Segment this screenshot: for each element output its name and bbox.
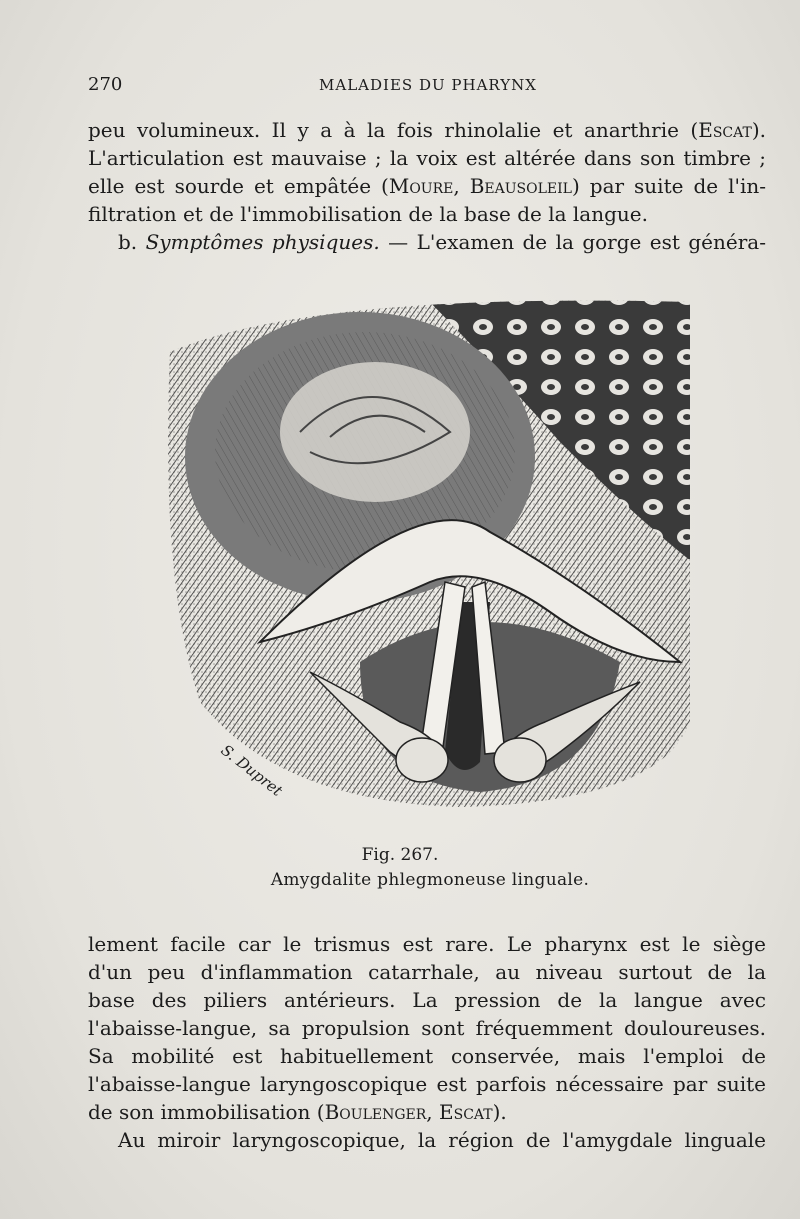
text-line: filtration et de l'immobilisation de la base de la langue.: [88, 202, 648, 226]
text-line: b. Symptômes physiques. — L'examen de la gorge est généra-: [118, 230, 766, 254]
text-line: lement facile car le trismus est rare. Le pharynx est le siège: [88, 932, 766, 956]
laryngoscopic-engraving: [160, 282, 692, 810]
text-line: Sa mobilité est habituellement conservée, mais l'emploi de: [88, 1044, 766, 1068]
text-line: Au miroir laryngoscopique, la région de l'amygdale linguale: [118, 1128, 766, 1152]
bottom-paragraph: [88, 930, 766, 1154]
text-line: l'abaisse-langue laryngoscopique est parfois nécessaire par suite: [88, 1072, 766, 1096]
engraver-signature: S. Dupret: [217, 740, 286, 800]
running-head: [88, 74, 768, 98]
text-line: base des piliers antérieurs. La pression de la langue avec: [88, 988, 766, 1012]
text-line: L'articulation est mauvaise ; la voix est altérée dans son timbre ;: [88, 146, 766, 170]
text-line: elle est sourde et empâtée (Moure, Beausoleil) par suite de l'in-: [88, 174, 766, 198]
running-title: MALADIES DU PHARYNX: [319, 76, 537, 94]
figure-caption: Amygdalite phlegmoneuse linguale.: [270, 870, 590, 890]
page-number: 270: [88, 74, 123, 95]
text-line: d'un peu d'inflammation catarrhale, au niveau surtout de la: [88, 960, 766, 984]
top-paragraph: [88, 116, 766, 256]
text-line: peu volumineux. Il y a à la fois rhinolalie et anarthrie (Escat).: [88, 118, 766, 142]
figure-number: Fig. 267.: [361, 845, 439, 865]
figure-illustration: [160, 282, 692, 810]
text-line: de son immobilisation (Boulenger, Escat).: [88, 1100, 507, 1124]
text-line: l'abaisse-langue, sa propulsion sont fréquemment douloureuses.: [88, 1016, 766, 1040]
